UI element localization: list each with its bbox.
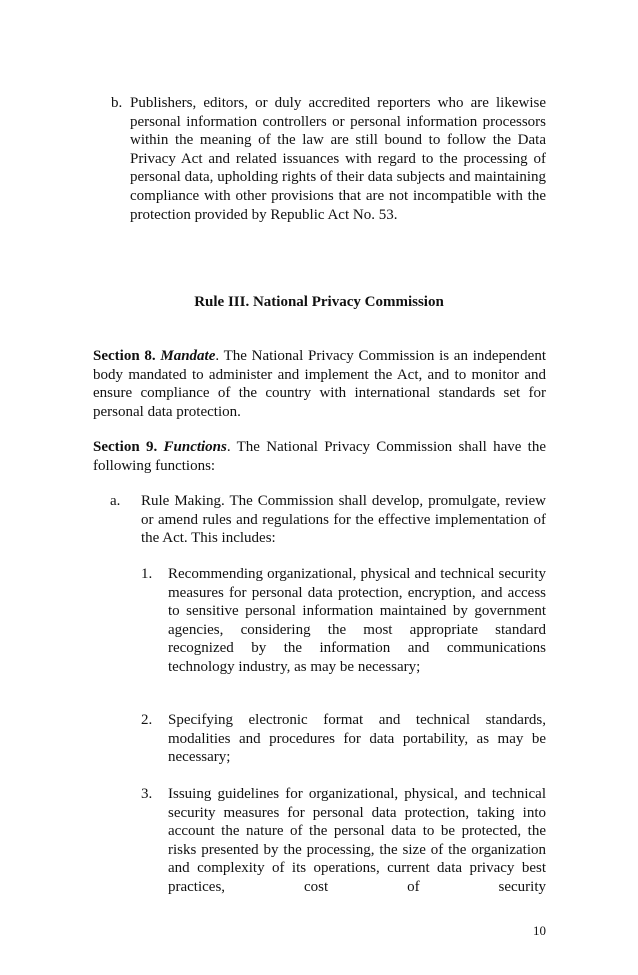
list-item-a-text: Rule Making. The Commission shall develop, promulgate, review or amend rules and regulations for the effective implementation of the Act. This includes: <box>141 493 546 547</box>
numbered-marker-2: 2. <box>141 712 153 728</box>
list-marker-a: a. <box>110 493 121 509</box>
section-9-label: Section 9. <box>93 439 158 455</box>
numbered-item-3 <box>141 785 546 897</box>
numbered-marker-3: 3. <box>141 786 153 802</box>
numbered-item-1-text: Recommending organizational, physical and technical security measures for personal data protection, encryption, and access to sensitive personal information maintained by government agencies, considering the most appropriate standard recognized by the information and communications technology industry, as may be necessary; <box>168 566 546 675</box>
numbered-item-3-text: Issuing guidelines for organizational, physical, and technical security measures for personal data protection, taking into account the nature of the personal data to be protected, the risks presented by the processing, the size of the organization and complexity of its operations, current data privacy best practices, cost of security <box>168 786 546 895</box>
section-9-paragraph <box>93 438 546 475</box>
numbered-marker-1: 1. <box>141 566 153 582</box>
rule-heading: Rule III. National Privacy Commission <box>194 294 444 310</box>
numbered-item-2 <box>141 711 546 767</box>
list-item-b-text: Publishers, editors, or duly accredited reporters who are likewise personal information controllers or personal information processors within the meaning of the law are still bound to follow the Data Privacy Act and related issuances with regard to the processing of personal data, upholding rights of their data subjects and maintaining compliance with other provisions that are not incompatible with the protection provided by Republic Act No. 53. <box>130 95 546 223</box>
section-8-label: Section 8. <box>93 348 156 364</box>
section-9-title: Functions <box>163 439 227 455</box>
page-number: 10 <box>533 923 546 938</box>
list-marker-b: b. <box>111 95 123 111</box>
section-8-paragraph <box>93 347 546 421</box>
list-item-a <box>110 492 546 548</box>
section-9-text: . The National Privacy Commission shall have the following functions: <box>93 439 546 474</box>
numbered-item-1 <box>141 565 546 677</box>
section-8-text: . The National Privacy Commission is an independent body mandated to administer and implement the Act, and to monitor and ensure compliance of the country with international standards set for personal data protection. <box>93 348 546 420</box>
section-8-title: Mandate <box>160 348 216 364</box>
numbered-item-2-text: Specifying electronic format and technical standards, modalities and procedures for data portability, as may be necessary; <box>168 712 546 766</box>
list-item-b <box>111 94 546 224</box>
